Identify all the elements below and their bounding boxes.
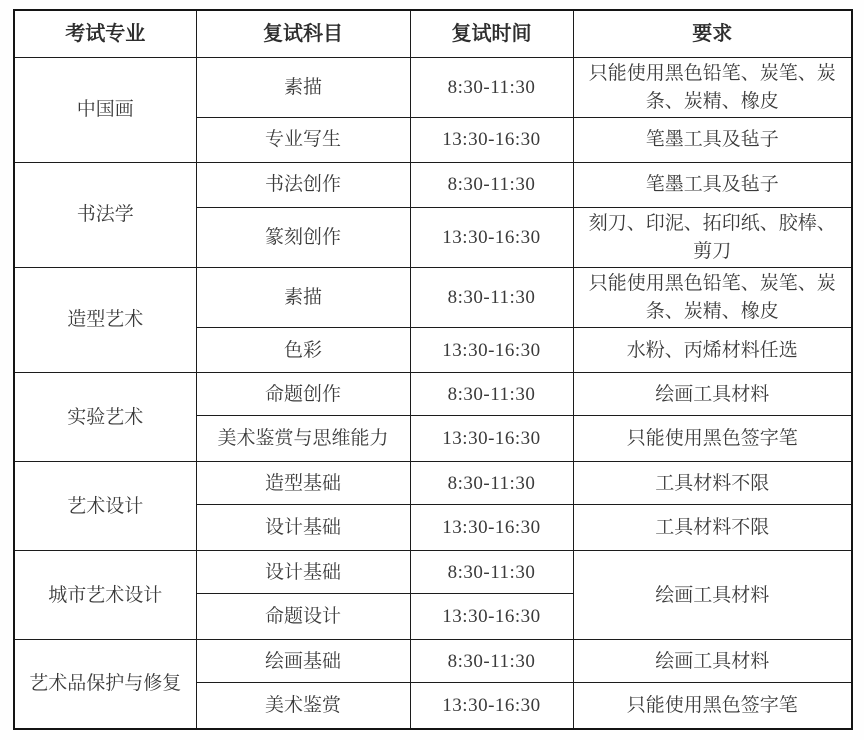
time-value: 13:30-16:30: [442, 606, 541, 627]
table-row: [14, 373, 852, 416]
time-cell: [410, 58, 573, 118]
major-cell: 中国画: [14, 58, 196, 163]
requirement-cell: 工具材料不限: [573, 505, 852, 551]
time-value: 13:30-16:30: [442, 129, 541, 151]
time-cell: [410, 505, 573, 551]
requirement-cell: 只能使用黑色铅笔、炭笔、炭条、炭精、橡皮: [573, 58, 852, 118]
time-value: 8:30-11:30: [447, 286, 536, 308]
header-cell-subject: 复试科目: [196, 10, 410, 58]
header-cell-major: 考试专业: [14, 10, 196, 58]
requirement-cell: 只能使用黑色签字笔: [573, 683, 852, 729]
time-cell: [410, 163, 573, 208]
time-cell: [410, 373, 573, 416]
time-cell: [410, 594, 573, 640]
subject-cell: 素描: [196, 268, 410, 328]
requirement-cell: 只能使用黑色签字笔: [573, 416, 852, 462]
time-value: 13:30-16:30: [442, 428, 541, 449]
table-row: [14, 268, 852, 328]
subject-cell: 专业写生: [196, 118, 410, 163]
subject-cell: 命题设计: [196, 594, 410, 640]
table-row: [14, 462, 852, 505]
subject-cell: 绘画基础: [196, 640, 410, 683]
table-row: [14, 640, 852, 683]
requirement-cell: 绘画工具材料: [573, 373, 852, 416]
header-cell-time: 复试时间: [410, 10, 573, 58]
time-cell: [410, 268, 573, 328]
subject-cell: 美术鉴赏与思维能力: [196, 416, 410, 462]
subject-cell: 美术鉴赏: [196, 683, 410, 729]
requirement-cell: 只能使用黑色铅笔、炭笔、炭条、炭精、橡皮: [573, 268, 852, 328]
subject-cell: 设计基础: [196, 551, 410, 594]
requirement-cell: 笔墨工具及毡子: [573, 163, 852, 208]
major-cell: 城市艺术设计: [14, 551, 196, 640]
subject-cell: 造型基础: [196, 462, 410, 505]
time-cell: [410, 640, 573, 683]
subject-cell: 命题创作: [196, 373, 410, 416]
requirement-cell: 工具材料不限: [573, 462, 852, 505]
major-cell: 艺术设计: [14, 462, 196, 551]
subject-cell: 篆刻创作: [196, 208, 410, 268]
time-value: 8:30-11:30: [447, 650, 536, 672]
time-cell: [410, 683, 573, 729]
major-cell: 书法学: [14, 163, 196, 268]
time-value: 13:30-16:30: [442, 517, 541, 538]
subject-cell: 书法创作: [196, 163, 410, 208]
header-cell-requirement: 要求: [573, 10, 852, 58]
time-value: 8:30-11:30: [447, 76, 536, 98]
time-cell: [410, 551, 573, 594]
table-row: [14, 551, 852, 594]
subject-cell: 色彩: [196, 328, 410, 373]
time-value: 13:30-16:30: [442, 339, 541, 361]
header-row: [14, 10, 852, 58]
table-row: [14, 163, 852, 208]
subject-cell: 素描: [196, 58, 410, 118]
time-value: 8:30-11:30: [447, 472, 536, 494]
requirement-cell: 刻刀、印泥、拓印纸、胶棒、剪刀: [573, 208, 852, 268]
major-cell: 实验艺术: [14, 373, 196, 462]
requirement-cell: 笔墨工具及毡子: [573, 118, 852, 163]
major-cell: 艺术品保护与修复: [14, 640, 196, 729]
time-value: 8:30-11:30: [447, 561, 536, 583]
requirement-cell-merged: 绘画工具材料: [573, 551, 852, 640]
time-cell: [410, 416, 573, 462]
time-value: 8:30-11:30: [447, 174, 536, 196]
subject-cell: 设计基础: [196, 505, 410, 551]
requirement-cell: 水粉、丙烯材料任选: [573, 328, 852, 373]
time-cell: [410, 328, 573, 373]
time-cell: [410, 208, 573, 268]
table-row: [14, 58, 852, 118]
exam-schedule-table: [13, 9, 853, 730]
major-cell: 造型艺术: [14, 268, 196, 373]
time-cell: [410, 462, 573, 505]
time-value: 13:30-16:30: [442, 226, 541, 248]
time-value: 13:30-16:30: [442, 694, 541, 716]
requirement-cell: 绘画工具材料: [573, 640, 852, 683]
time-cell: [410, 118, 573, 163]
time-value: 8:30-11:30: [447, 383, 536, 405]
